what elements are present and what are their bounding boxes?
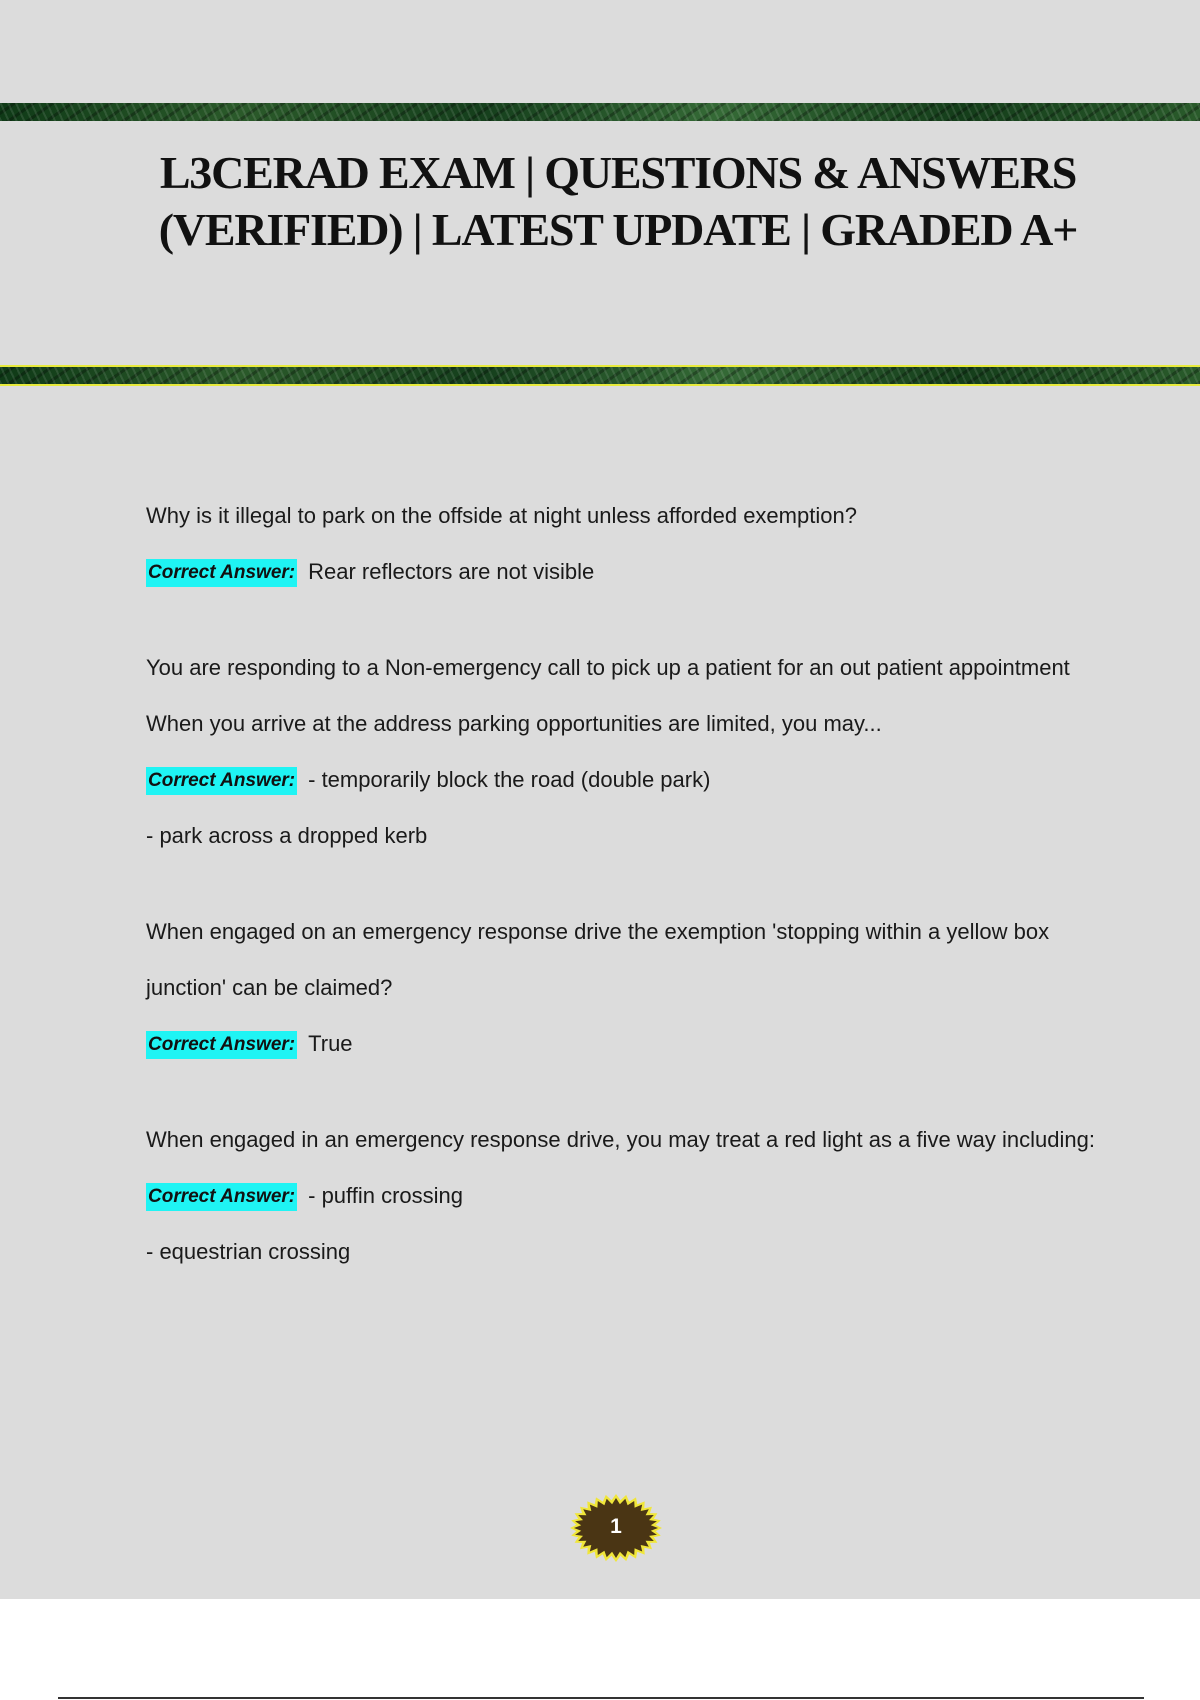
page-number-badge (570, 1494, 662, 1562)
correct-answer-badge: Correct Answer: (146, 1031, 297, 1059)
correct-answer-badge: Correct Answer: (146, 1183, 297, 1211)
qa-item (146, 904, 1096, 1072)
qa-content (146, 488, 1096, 1320)
answer-line (146, 752, 1096, 808)
qa-item (146, 640, 1096, 864)
answer-text: True (308, 1031, 353, 1056)
correct-answer-badge: Correct Answer: (146, 767, 297, 795)
qa-item (146, 1112, 1096, 1280)
correct-answer-badge: Correct Answer: (146, 559, 297, 587)
answer-continuation: - equestrian crossing (146, 1239, 351, 1264)
question-text: When engaged in an emergency response drive, you may treat a red light as a five way including: (146, 1127, 1095, 1152)
answer-text: - puffin crossing (308, 1183, 464, 1208)
answer-text: Rear reflectors are not visible (308, 559, 595, 584)
answer-line (146, 544, 1096, 600)
question-text: Why is it illegal to park on the offside at night unless afforded exemption? (146, 503, 857, 528)
page-number: 1 (610, 1515, 622, 1538)
header-decorative-band-top (0, 103, 1200, 121)
answer-line (146, 1168, 1096, 1224)
qa-item (146, 488, 1096, 600)
footer-rule (58, 1697, 1144, 1699)
answer-text: - temporarily block the road (double park) (308, 767, 711, 792)
question-text: When engaged on an emergency response drive the exemption 'stopping within a yellow box junction' can be claimed? (146, 919, 1050, 1000)
answer-continuation: - park across a dropped kerb (146, 823, 428, 848)
document-title: L3CERAD EXAM | QUESTIONS & ANSWERS (VERIFIED) | LATEST UPDATE | GRADED A+ (158, 147, 1078, 255)
question-text: You are responding to a Non-emergency call to pick up a patient for an out patient appointment When you arrive at the address parking opportunities are limited, you may... (146, 655, 1070, 736)
header-decorative-band-bottom (0, 365, 1200, 386)
answer-line (146, 1016, 1096, 1072)
